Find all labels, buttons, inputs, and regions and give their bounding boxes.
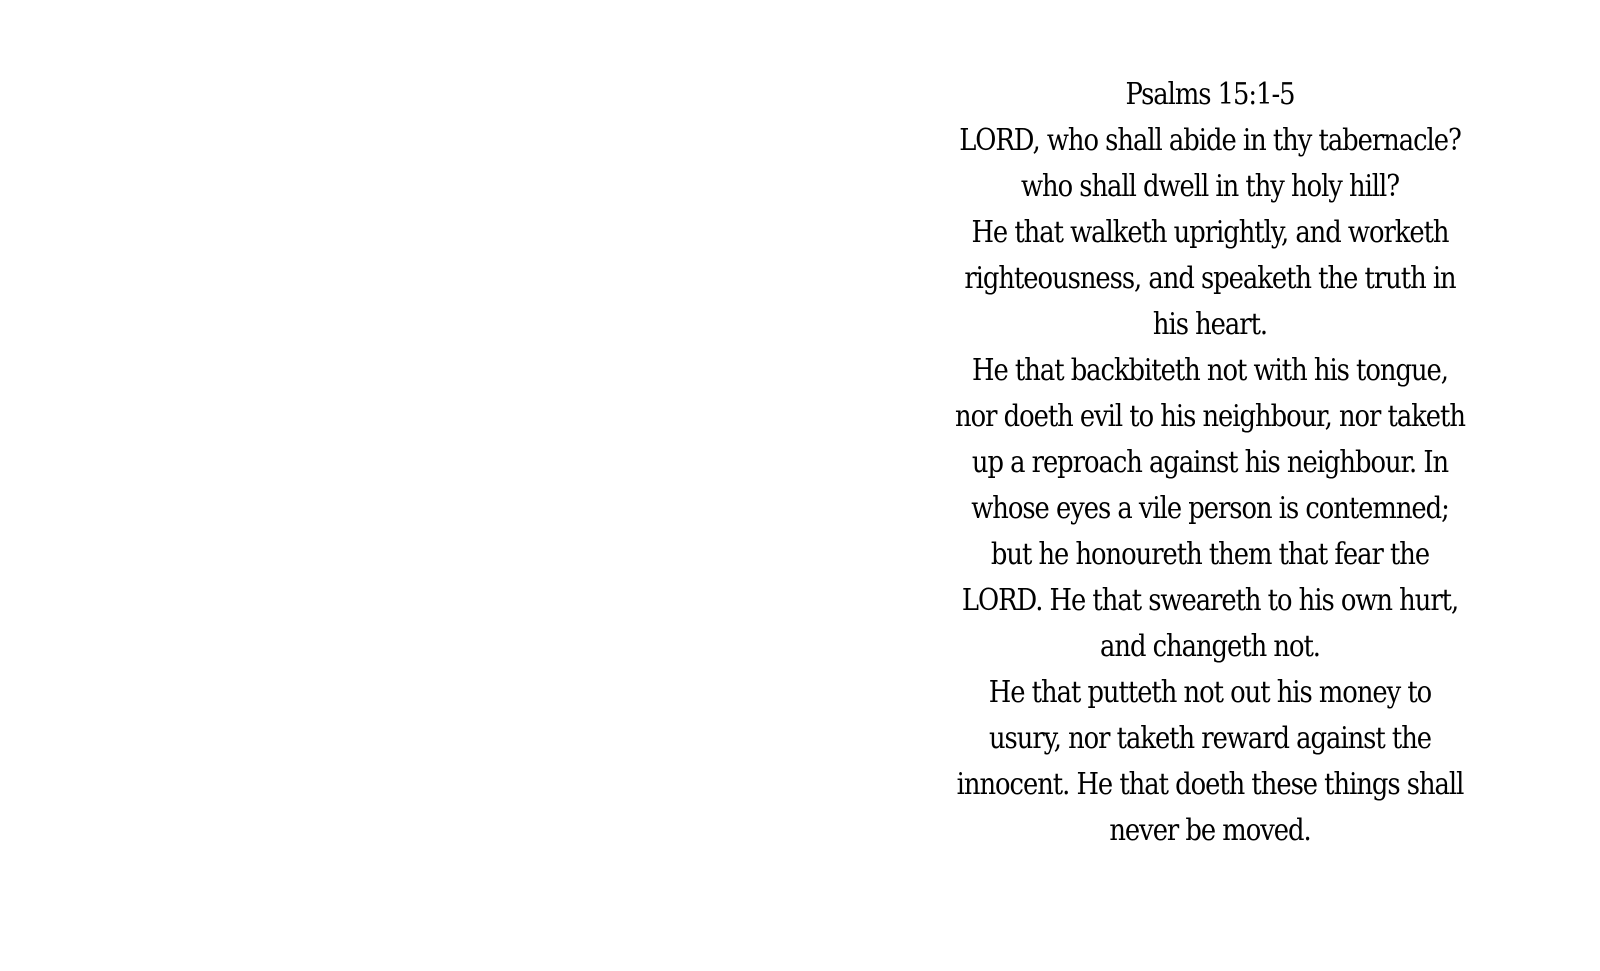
passage-line: nor doeth evil to his neighbour, nor taketh xyxy=(955,399,1465,434)
passage-line: LORD. He that sweareth to his own hurt, xyxy=(961,583,1459,618)
passage-line: and changeth not. xyxy=(1100,629,1320,664)
passage-line: He that walketh uprightly, and worketh xyxy=(971,215,1449,250)
passage-line: usury, nor taketh reward against the xyxy=(988,721,1432,756)
passage-line: but he honoureth them that fear the xyxy=(990,537,1430,572)
passage-line: LORD, who shall abide in thy tabernacle? xyxy=(959,123,1461,158)
passage-line: He that backbiteth not with his tongue, xyxy=(972,353,1448,388)
passage-line: his heart. xyxy=(1152,307,1268,342)
scripture-passage xyxy=(943,72,1476,854)
passage-line: up a reproach against his neighbour. In xyxy=(971,445,1449,480)
passage-line: He that putteth not out his money to xyxy=(988,675,1432,710)
passage-line: never be moved. xyxy=(1109,813,1311,848)
passage-reference: Psalms 15:1-5 xyxy=(1125,77,1295,112)
passage-line: who shall dwell in thy holy hill? xyxy=(1020,169,1400,204)
passage-line: whose eyes a vile person is contemned; xyxy=(971,491,1449,526)
passage-line: righteousness, and speaketh the truth in xyxy=(964,261,1456,296)
passage-line: innocent. He that doeth these things shall xyxy=(956,767,1464,802)
